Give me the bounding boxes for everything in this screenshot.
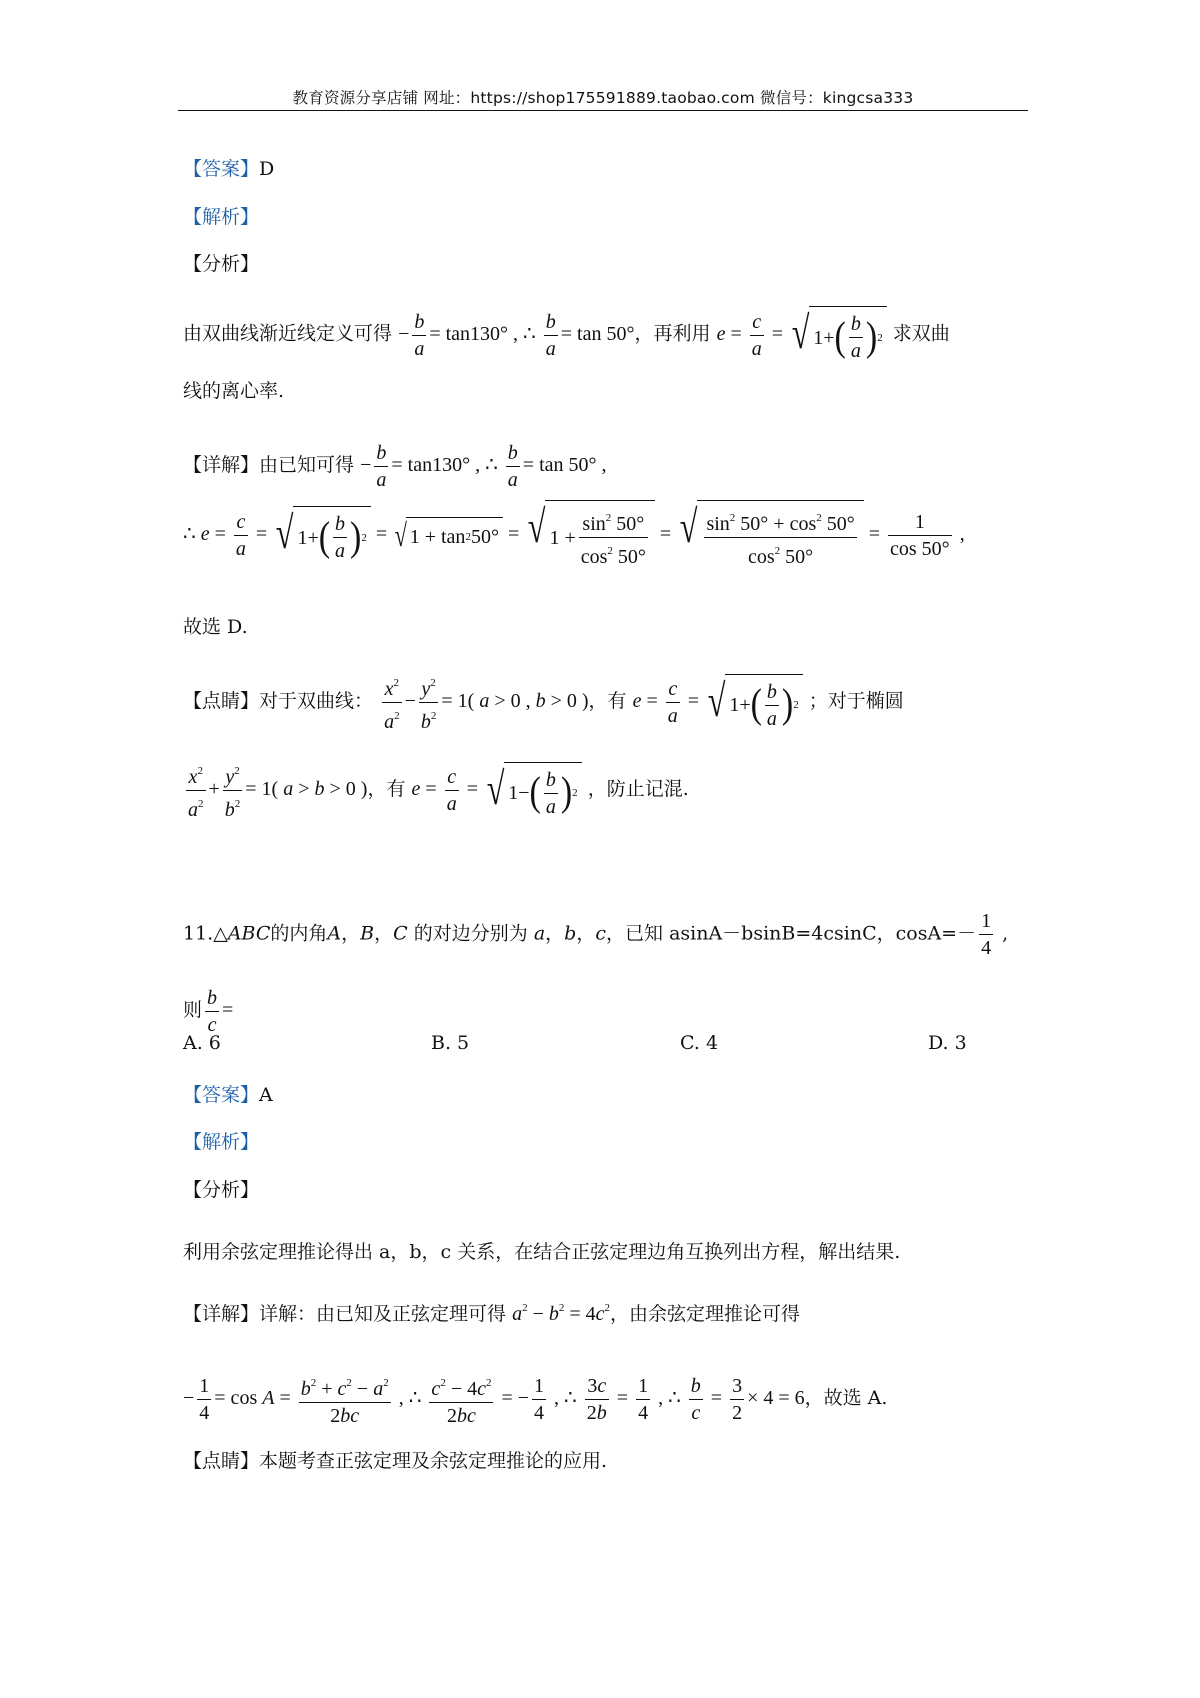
q11-note-text: 本题考查正弦定理及余弦定理推论的应用.	[259, 1450, 608, 1472]
q11-then	[183, 985, 233, 1038]
note-tag: 【点睛】	[183, 690, 260, 713]
q11-b-over-c: $\frac{b}{c}$ =	[207, 987, 234, 1036]
formula-eccentricity: e = $\frac{c}{a}$ = √ 1+ ( $\frac{b}{a}$ ) 2	[717, 323, 887, 345]
q11-analysis-line	[183, 1129, 259, 1155]
q11-detail-end: ，故选 A.	[804, 1387, 888, 1410]
q11-detail-text-b: ，由余弦定理推论可得	[610, 1303, 801, 1325]
q10-note-line	[183, 670, 904, 735]
option-c[interactable]: C. 4	[680, 1032, 719, 1054]
q11-detail-line	[183, 1295, 800, 1327]
q11-fenxi-line	[183, 1239, 900, 1265]
q11-stem-a: 11.△	[183, 922, 228, 945]
fenxi-tag: 【分析】	[183, 253, 260, 275]
q11-fenxi-tag-line	[183, 1177, 259, 1203]
note-text-e: ，防止记混.	[587, 778, 689, 801]
formula-detail-1: − $\frac{b}{a}$ = tan130° , ∴ $\frac{b}{a}$ = tan 50° ,	[360, 442, 607, 491]
q10-detail-chain	[183, 500, 965, 570]
analysis-tag: 【解析】	[183, 206, 260, 228]
note-text-c: ；对于椭圆	[808, 690, 904, 713]
q11-condition: asinA－bsinB=4csinC，cosA=－	[669, 922, 977, 945]
note-text-b: ，有	[588, 690, 627, 713]
q10-fenxi-line-2	[183, 378, 284, 404]
note-text-d: ，有	[367, 778, 406, 801]
q11-stem-d: ，已知	[606, 922, 664, 945]
q11-note-line	[183, 1448, 607, 1474]
q11-answer-line	[183, 1082, 273, 1108]
q11-detail-tag: 【详解】	[183, 1303, 260, 1325]
q11-analysis-tag: 【解析】	[183, 1131, 260, 1153]
formula-b-over-a-tan130: − $\frac{b}{a}$ = tan130° , ∴ $\frac{b}{a}$ = tan 50°	[398, 310, 635, 360]
fenxi-text-a: 由双曲线渐近线定义可得	[183, 322, 393, 345]
fenxi-text-c: 求双曲	[892, 322, 950, 345]
q11-answer-tag: 【答案】	[183, 1084, 260, 1106]
header-rule	[178, 110, 1028, 111]
q10-analysis-line	[183, 204, 259, 230]
formula-ellipse-e: e = $\frac{c}{a}$ = √ 1− ( $\frac{b}{a}$ ) 2	[412, 778, 582, 800]
q11-fenxi-tag: 【分析】	[183, 1179, 260, 1201]
q10-detail-line	[183, 440, 607, 493]
fenxi-text-b: ，再利用	[634, 322, 711, 345]
formula-ellipse: $\frac{x^2}{a^2}$ + $\frac{y^2}{b^2}$ = 1( a > b > 0 )	[183, 778, 367, 800]
q11-fenxi-text: 利用余弦定理推论得出 a，b，c 关系，在结合正弦定理边角互换列出方程，解出结果.	[183, 1241, 901, 1263]
option-d[interactable]: D. 3	[928, 1032, 967, 1054]
q11-stem: 11.△ABC的内角A，B，C 的对边分别为 a，b，c，已知 asinA－bsinB=4csinC，cosA=－ $\frac{1}{4}$ ,	[183, 910, 1009, 959]
formula-a2-b2: $a^2 - b^2 = 4c^2$	[512, 1302, 611, 1325]
fenxi-text-d: 线的离心率.	[183, 380, 285, 402]
formula-hyperbola-e: e = $\frac{c}{a}$ = √ 1+ ( $\frac{b}{a}$ ) 2	[633, 690, 803, 712]
q10-conclude	[183, 614, 248, 640]
q11-stem-b: 的内角	[270, 922, 328, 945]
q10-fenxi-tag-line	[183, 251, 259, 277]
option-b[interactable]: B. 5	[431, 1032, 470, 1054]
q11-then-text: 则	[183, 999, 203, 1022]
note-text-a: 对于双曲线：	[259, 690, 374, 713]
q11-detail-chain	[183, 1370, 887, 1429]
detail-text: 由已知可得	[259, 454, 355, 477]
page-header: 教育资源分享店铺 网址：https://shop175591889.taobao.com 微信号：kingcsa333	[292, 89, 914, 107]
detail-tag: 【详解】	[183, 454, 260, 477]
q11-answer-value: A	[259, 1084, 273, 1106]
formula-cos-chain: − $\frac{1}{4}$ = cos A = $\frac{b^2 + c^2 - a^2}{2bc}$ , ∴ $\frac{c^2 - 4c^2}{2bc}$ = − $\frac{1}{4}$ , ∴ $\frac{3c}{2b}$ = $\frac{1}{4}$ , ∴ $\frac{b}{c}$ = $\frac{3}{2}$ × 4 = 6	[183, 1387, 805, 1409]
answer-value: D	[259, 158, 275, 180]
q11-stem-c: 的对边分别为	[413, 922, 528, 945]
conclude-text: 故选 D.	[183, 616, 248, 638]
q11-note-tag: 【点睛】	[183, 1450, 260, 1472]
q11-stem-abc: ABC	[227, 922, 271, 945]
option-a[interactable]: A. 6	[183, 1032, 221, 1054]
answer-tag: 【答案】	[183, 158, 260, 180]
q11-frac-1-4: $\frac{1}{4}$	[981, 910, 992, 959]
formula-hyperbola: $\frac{x^2}{a^2}$ − $\frac{y^2}{b^2}$ = 1( a > 0 , b > 0 )	[379, 690, 588, 712]
q10-answer-line	[183, 156, 274, 182]
q11-detail-text-a: 详解：由已知及正弦定理可得	[259, 1303, 507, 1325]
q10-fenxi-line	[183, 306, 950, 364]
q10-note-line-2	[183, 758, 689, 823]
formula-detail-chain: ∴ e = $\frac{c}{a}$ = √ 1+ ( $\frac{b}{a}$ ) 2 = √ 1 + tan 2 50° = √ 1 + $\frac{\sin^2 50^\circ}{\cos^2 50^\circ}$ = √ $\frac{\sin^2 50^\circ + \cos^2 50^\circ}{\cos^2 50^\circ}$ = $\frac{1}{\cos 50^\circ}$ ,	[183, 501, 965, 568]
